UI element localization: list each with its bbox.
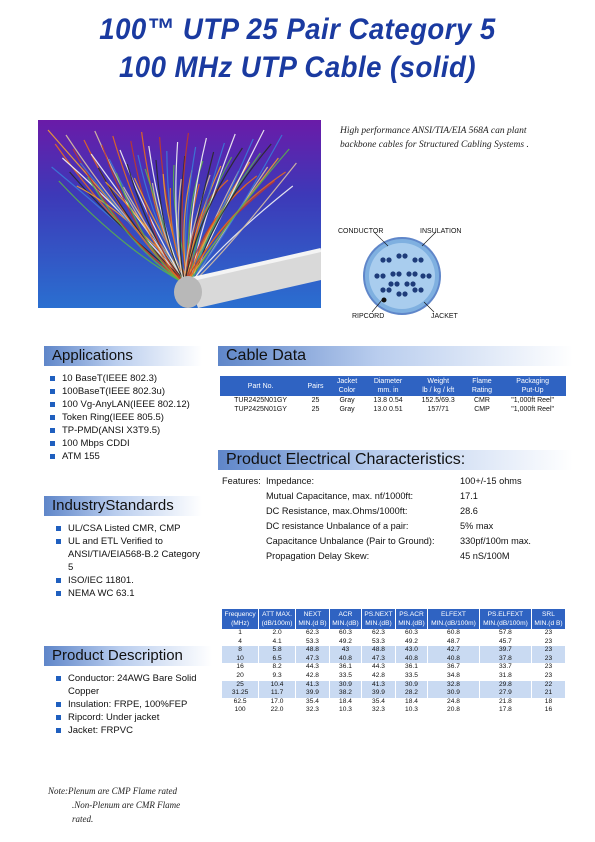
list-item: ATM 155 xyxy=(50,450,220,463)
table-row xyxy=(222,706,566,715)
table-cell: 32.3 xyxy=(361,706,395,715)
table-cell: 37.8 xyxy=(479,655,531,664)
performance-header xyxy=(259,609,296,629)
cable-data-header xyxy=(301,376,329,396)
header-sublabel: Rating xyxy=(471,387,493,394)
feature-name: DC resistance Unbalance of a pair: xyxy=(266,521,409,531)
table-cell: 13.8 0.54 xyxy=(373,397,403,404)
list-item: Ripcord: Under jacket xyxy=(56,711,206,724)
header-label: ACR xyxy=(338,611,353,618)
table-cell: 53.3 xyxy=(361,638,395,647)
conductor-label: CONDUCTOR xyxy=(338,228,384,235)
table-cell: 30.9 xyxy=(395,681,427,690)
table-cell: 41.3 xyxy=(361,681,395,690)
table-cell: 30.9 xyxy=(427,689,479,698)
table-cell: 29.8 xyxy=(479,681,531,690)
table-cell: 21.8 xyxy=(479,698,531,707)
feature-value: 28.6 xyxy=(460,506,478,516)
feature-name: Mutual Capacitance, max. nf/1000ft: xyxy=(266,491,414,501)
table-cell: 30.9 xyxy=(329,681,361,690)
table-row xyxy=(222,629,566,638)
table-cell: 20 xyxy=(222,672,259,681)
table-cell: 10.4 xyxy=(259,681,296,690)
table-cell: Gray xyxy=(339,397,355,404)
table-cell: 8.2 xyxy=(259,663,296,672)
note-line: rated. xyxy=(72,814,94,824)
applications-list xyxy=(50,372,220,463)
table-cell: 45.7 xyxy=(479,638,531,647)
table-cell: 20.8 xyxy=(427,706,479,715)
table-cell: 16 xyxy=(222,663,259,672)
header-sublabel: MIN.(dB) xyxy=(398,620,425,627)
header-label: Jacket xyxy=(336,378,358,385)
list-item: Jacket: FRPVC xyxy=(56,724,206,737)
feature-value: 17.1 xyxy=(460,491,478,501)
header-label: Diameter xyxy=(373,378,403,385)
table-cell: 6.5 xyxy=(259,655,296,664)
feature-name: DC Resistance, max.Ohms/1000ft: xyxy=(266,506,408,516)
table-cell: Gray xyxy=(339,406,355,413)
table-row xyxy=(222,663,566,672)
table-cell: 25 xyxy=(222,681,259,690)
cable-data-header xyxy=(465,376,500,396)
performance-header xyxy=(329,609,361,629)
page-title-line1: 100™ UTP 25 Pair Category 5 xyxy=(99,13,496,46)
table-cell: 4.1 xyxy=(259,638,296,647)
feature-value: 5% max xyxy=(460,521,494,531)
table-cell: 36.7 xyxy=(427,663,479,672)
insulation-label: INSULATION xyxy=(420,228,462,235)
table-cell: 13.0 0.51 xyxy=(373,406,403,413)
cross-section-diagram xyxy=(336,224,466,324)
industry-standards-list xyxy=(56,522,206,600)
header-sublabel: MIN.(d B) xyxy=(298,620,327,627)
performance-header xyxy=(395,609,427,629)
product-description-list xyxy=(56,672,206,737)
cable-data-header xyxy=(412,376,465,396)
list-item: 100 Mbps CDDI xyxy=(50,437,220,450)
table-row xyxy=(222,681,566,690)
table-cell: 17.8 xyxy=(479,706,531,715)
header-label: Pairs xyxy=(307,382,324,390)
table-cell: 24.8 xyxy=(427,698,479,707)
header-label: PS.ELFEXT xyxy=(487,611,524,618)
table-cell: 53.3 xyxy=(295,638,329,647)
header-sublabel: lb / kg / kft xyxy=(422,387,455,394)
table-cell: 62.5 xyxy=(222,698,259,707)
table-cell: 35.4 xyxy=(295,698,329,707)
table-cell: CMR xyxy=(473,397,490,404)
table-cell: 5.8 xyxy=(259,646,296,655)
table-cell: 23 xyxy=(531,646,565,655)
list-item: NEMA WC 63.1 xyxy=(56,587,206,600)
product-tagline: High performance ANSI/TIA/EIA 568A can plant backbone cables for Structured Cabling Systems . xyxy=(340,126,529,150)
table-cell: 8 xyxy=(222,646,259,655)
table-cell: 4 xyxy=(222,638,259,647)
table-cell: 36.1 xyxy=(329,663,361,672)
header-sublabel: (dB/100m) xyxy=(261,620,293,627)
features-label: Features: xyxy=(222,476,261,486)
table-cell: 47.3 xyxy=(295,655,329,664)
table-cell: 43.0 xyxy=(395,646,427,655)
table-cell: 48.8 xyxy=(295,646,329,655)
flame-rating-note xyxy=(48,784,180,826)
header-sublabel: MIN.(dB) xyxy=(365,620,392,627)
table-cell: 18.4 xyxy=(329,698,361,707)
industry-standards-heading: IndustryStandards xyxy=(44,496,202,516)
product-description-heading: Product Description xyxy=(44,646,212,666)
header-label: SRL xyxy=(542,611,555,618)
table-cell: 62.3 xyxy=(361,629,395,638)
table-cell: 62.3 xyxy=(295,629,329,638)
table-cell: 10.3 xyxy=(395,706,427,715)
header-label: Frequency xyxy=(224,611,256,618)
table-cell: 100 xyxy=(222,706,259,715)
table-cell: 25 xyxy=(311,406,320,413)
table-cell: 39.9 xyxy=(295,689,329,698)
header-label: Packaging xyxy=(516,378,549,385)
page-title-line2: 100 MHz UTP Cable (solid) xyxy=(118,51,477,84)
header-label: Flame xyxy=(472,378,492,385)
feature-value: 45 nS/100M xyxy=(460,551,510,561)
header-sublabel: mm. in xyxy=(377,387,399,394)
table-cell: 60.3 xyxy=(395,629,427,638)
table-cell: 33.5 xyxy=(395,672,427,681)
table-cell: 42.8 xyxy=(295,672,329,681)
table-cell: 2.0 xyxy=(259,629,296,638)
table-cell: 40.8 xyxy=(395,655,427,664)
cable-data-header xyxy=(330,376,365,396)
table-cell: TUR2425N01GY xyxy=(234,397,288,404)
header-sublabel: (MHz) xyxy=(231,620,250,627)
table-cell: 39.7 xyxy=(479,646,531,655)
table-cell: 44.3 xyxy=(361,663,395,672)
header-sublabel: MIN.(dB/100m) xyxy=(431,620,476,627)
table-cell: 44.3 xyxy=(295,663,329,672)
feature-name: Capacitance Unbalance (Pair to Ground): xyxy=(266,536,435,546)
table-cell: 17.0 xyxy=(259,698,296,707)
list-item: UL and ETL Verified to ANSI/TIA/EIA568-B.2 Category 5 xyxy=(56,535,206,574)
performance-table xyxy=(222,609,566,715)
table-row xyxy=(220,396,566,405)
table-cell: 40.8 xyxy=(329,655,361,664)
table-cell: 31.25 xyxy=(222,689,259,698)
table-cell: 32.8 xyxy=(427,681,479,690)
list-item: Conductor: 24AWG Bare Solid Copper xyxy=(56,672,206,698)
table-row xyxy=(222,638,566,647)
header-label: NEXT xyxy=(303,611,322,618)
cable-data-header xyxy=(499,376,566,396)
table-cell: 36.1 xyxy=(395,663,427,672)
table-cell: 60.8 xyxy=(427,629,479,638)
table-cell: 23 xyxy=(531,655,565,664)
table-cell: TUP2425N01GY xyxy=(234,406,287,413)
table-cell: 33.7 xyxy=(479,663,531,672)
performance-header xyxy=(222,609,259,629)
electrical-heading: Product Electrical Characteristics: xyxy=(218,450,573,470)
table-cell: 38.2 xyxy=(329,689,361,698)
table-cell: 39.9 xyxy=(361,689,395,698)
jacket-label: JACKET xyxy=(431,313,458,320)
table-cell: CMP xyxy=(474,406,490,413)
table-cell: 49.2 xyxy=(329,638,361,647)
table-cell: 41.3 xyxy=(295,681,329,690)
table-row xyxy=(222,689,566,698)
table-cell: 33.5 xyxy=(329,672,361,681)
cable-data-header xyxy=(364,376,411,396)
ripcord-label: RIPCORD xyxy=(352,313,385,320)
note-line: .Non-Plenum are CMR Flame xyxy=(72,800,181,810)
cable-data-heading: Cable Data xyxy=(218,346,573,366)
table-cell: 23 xyxy=(531,672,565,681)
list-item: Token Ring(IEEE 805.5) xyxy=(50,411,220,424)
table-cell: 34.8 xyxy=(427,672,479,681)
table-cell: 48.8 xyxy=(361,646,395,655)
list-item: 100 Vg-AnyLAN(IEEE 802.12) xyxy=(50,398,220,411)
table-cell: 32.3 xyxy=(295,706,329,715)
table-cell: 27.9 xyxy=(479,689,531,698)
cable-data-table xyxy=(220,376,566,414)
performance-header xyxy=(479,609,531,629)
table-cell: 35.4 xyxy=(361,698,395,707)
table-cell: 9.3 xyxy=(259,672,296,681)
table-cell: 18.4 xyxy=(395,698,427,707)
applications-heading: Applications xyxy=(44,346,202,366)
table-cell: 28.2 xyxy=(395,689,427,698)
table-cell: 47.3 xyxy=(361,655,395,664)
table-cell: 31.8 xyxy=(479,672,531,681)
table-cell: 1 xyxy=(222,629,259,638)
table-cell: 10.3 xyxy=(329,706,361,715)
cable-data-header xyxy=(220,376,301,396)
list-item: 100BaseT(IEEE 802.3u) xyxy=(50,385,220,398)
note-line: Note:Plenum are CMP Flame rated xyxy=(48,786,177,796)
header-sublabel: Put-Up xyxy=(521,387,544,394)
table-row xyxy=(222,655,566,664)
table-cell: 49.2 xyxy=(395,638,427,647)
header-sublabel: Color xyxy=(338,387,356,394)
header-label: ATT MAX. xyxy=(262,611,292,618)
performance-header xyxy=(427,609,479,629)
list-item: TP-PMD(ANSI X3T9.5) xyxy=(50,424,220,437)
table-cell: 57.8 xyxy=(479,629,531,638)
list-item: UL/CSA Listed CMR, CMP xyxy=(56,522,206,535)
list-item: 10 BaseT(IEEE 802.3) xyxy=(50,372,220,385)
list-item: ISO/IEC 11801. xyxy=(56,574,206,587)
table-cell: 16 xyxy=(531,706,565,715)
header-label: Part No. xyxy=(247,382,274,390)
table-cell: 11.7 xyxy=(259,689,296,698)
table-row xyxy=(220,405,566,414)
table-cell: 152.5/69.3 xyxy=(421,397,455,404)
table-cell: 157/71 xyxy=(427,406,449,413)
performance-header xyxy=(361,609,395,629)
table-cell: 60.3 xyxy=(329,629,361,638)
table-row xyxy=(222,672,566,681)
table-cell: 48.7 xyxy=(427,638,479,647)
table-row xyxy=(222,698,566,707)
table-cell: 10 xyxy=(222,655,259,664)
table-cell: 25 xyxy=(311,397,320,404)
table-cell: "1,000ft Reel" xyxy=(511,397,554,404)
performance-header xyxy=(531,609,565,629)
list-item: Insulation: FRPE, 100%FEP xyxy=(56,698,206,711)
feature-value: 330pf/100m max. xyxy=(460,536,531,546)
table-cell: 43 xyxy=(329,646,361,655)
performance-header xyxy=(295,609,329,629)
table-cell: 42.8 xyxy=(361,672,395,681)
header-label: PS.ACR xyxy=(399,611,424,618)
feature-value: 100+/-15 ohms xyxy=(460,476,522,486)
header-label: Weight xyxy=(427,378,450,385)
table-row xyxy=(222,646,566,655)
table-cell: 21 xyxy=(531,689,565,698)
table-cell: "1,000ft Reel" xyxy=(511,406,554,413)
feature-name: Propagation Delay Skew: xyxy=(266,551,370,561)
header-sublabel: MIN.(d B) xyxy=(534,620,563,627)
cable-photo xyxy=(38,120,321,308)
table-cell: 22.0 xyxy=(259,706,296,715)
table-cell: 22 xyxy=(531,681,565,690)
table-cell: 23 xyxy=(531,663,565,672)
header-sublabel: MIN.(dB) xyxy=(332,620,359,627)
header-label: PS.NEXT xyxy=(364,611,393,618)
header-sublabel: MIN.(dB/100m) xyxy=(483,620,528,627)
table-cell: 18 xyxy=(531,698,565,707)
table-cell: 23 xyxy=(531,629,565,638)
header-label: ELFEXT xyxy=(440,611,466,618)
feature-name: Impedance: xyxy=(266,476,315,486)
table-cell: 23 xyxy=(531,638,565,647)
table-cell: 42.7 xyxy=(427,646,479,655)
table-cell: 40.8 xyxy=(427,655,479,664)
